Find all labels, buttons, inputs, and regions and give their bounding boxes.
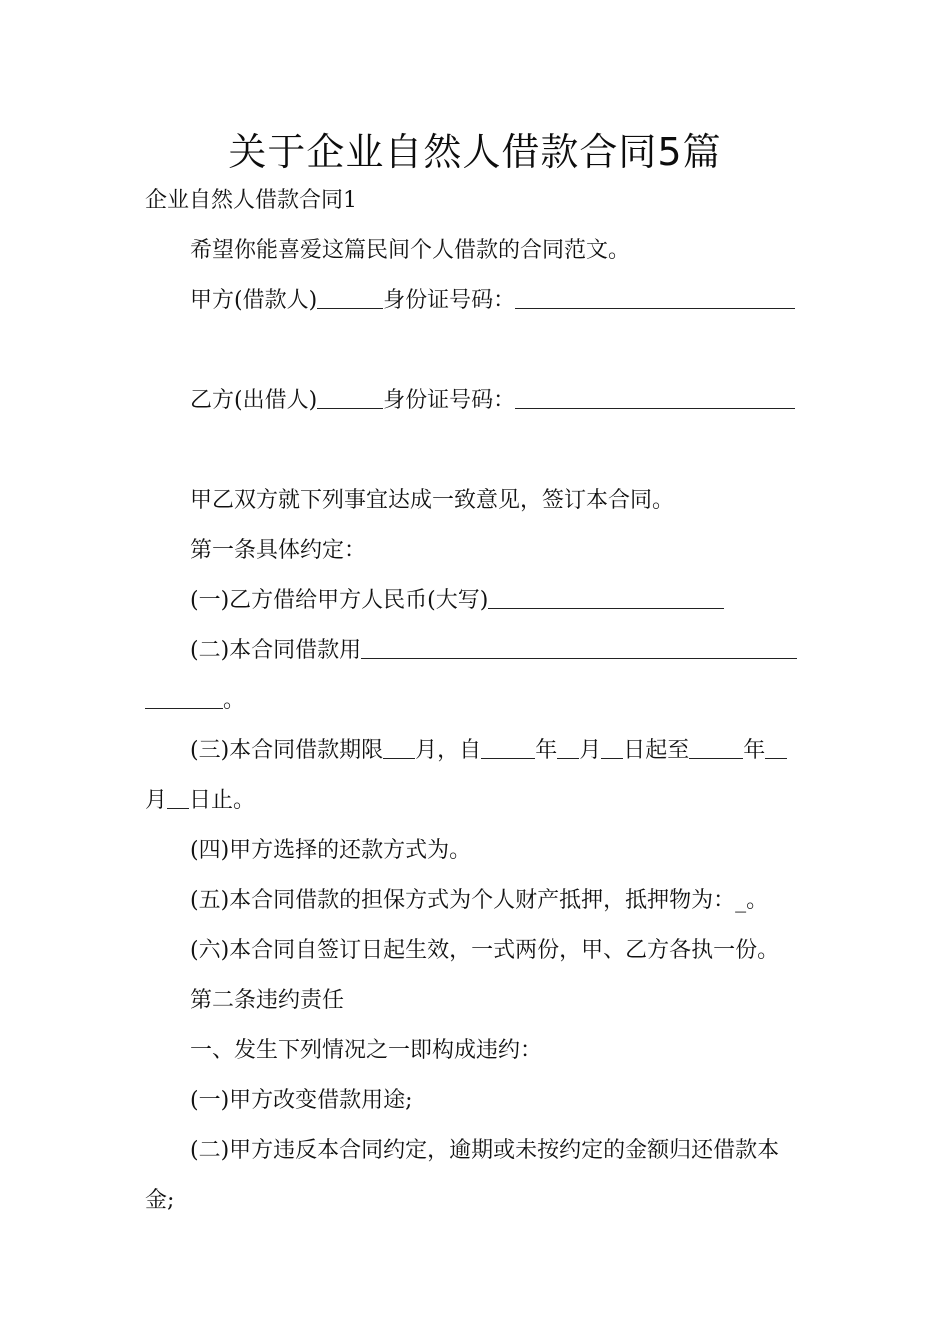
item1-text: (一)乙方借给甲方人民币(大写) — [190, 588, 489, 613]
item2-text: (二)本合同借款用 — [190, 638, 362, 663]
start-year-blank — [481, 736, 535, 759]
document-title: 关于企业自然人借款合同5篇 — [228, 130, 722, 174]
party-b-id-blank — [515, 386, 795, 409]
item3-line — [190, 736, 787, 766]
item3-continuation — [145, 786, 255, 816]
start-month-blank — [557, 736, 579, 759]
article2-heading: 第二条违约责任 — [190, 988, 345, 1013]
item5-paragraph: (五)本合同借款的担保方式为个人财产抵押，抵押物为：_。 — [190, 888, 769, 913]
end-year-blank — [689, 736, 743, 759]
agreement-paragraph: 甲乙双方就下列事宜达成一致意见，签订本合同。 — [190, 488, 675, 513]
item3-text: (三)本合同借款期限 — [190, 738, 384, 763]
item3-end-year: 年 — [743, 738, 766, 763]
amount-blank — [488, 586, 724, 609]
item6-paragraph: (六)本合同自签订日起生效，一式两份，甲、乙方各执一份。 — [190, 938, 780, 963]
item3-year: 年 — [535, 738, 558, 763]
item3-end-month: 月 — [145, 788, 168, 813]
item1-line — [190, 586, 724, 616]
section-heading: 企业自然人借款合同1 — [145, 188, 357, 213]
purpose-blank-cont — [145, 686, 223, 709]
party-a-name-blank — [317, 286, 383, 309]
item2-continuation — [145, 686, 245, 716]
party-a-id-blank — [515, 286, 795, 309]
term-months-blank — [383, 736, 415, 759]
party-b-label: 乙方(出借人) — [190, 388, 318, 413]
article1-heading: 第一条具体约定： — [190, 538, 367, 563]
item2-line — [190, 636, 797, 666]
party-b-id-label: 身份证号码： — [383, 388, 516, 413]
item3-month: 月 — [579, 738, 602, 763]
party-b-line — [190, 386, 795, 416]
item4-paragraph: (四)甲方选择的还款方式为。 — [190, 838, 472, 863]
party-a-label: 甲方(借款人) — [190, 288, 318, 313]
purpose-blank — [361, 636, 797, 659]
party-a-line — [190, 286, 795, 316]
item3-end-day: 日止。 — [189, 788, 256, 813]
item3-from: 月，自 — [415, 738, 482, 763]
clause1-item1: (一)甲方改变借款用途; — [190, 1088, 413, 1113]
intro-paragraph: 希望你能喜爱这篇民间个人借款的合同范文。 — [190, 238, 631, 263]
end-day-blank — [167, 786, 189, 809]
start-day-blank — [601, 736, 623, 759]
item2-end: 。 — [223, 688, 246, 713]
clause1-item2-continuation: 金; — [145, 1188, 175, 1213]
party-a-id-label: 身份证号码： — [383, 288, 516, 313]
end-month-blank — [765, 736, 787, 759]
clause1-item2: (二)甲方违反本合同约定，逾期或未按约定的金额归还借款本 — [190, 1138, 780, 1163]
clause1-paragraph: 一、发生下列情况之一即构成违约： — [190, 1038, 543, 1063]
party-b-name-blank — [317, 386, 383, 409]
item3-to: 日起至 — [623, 738, 690, 763]
